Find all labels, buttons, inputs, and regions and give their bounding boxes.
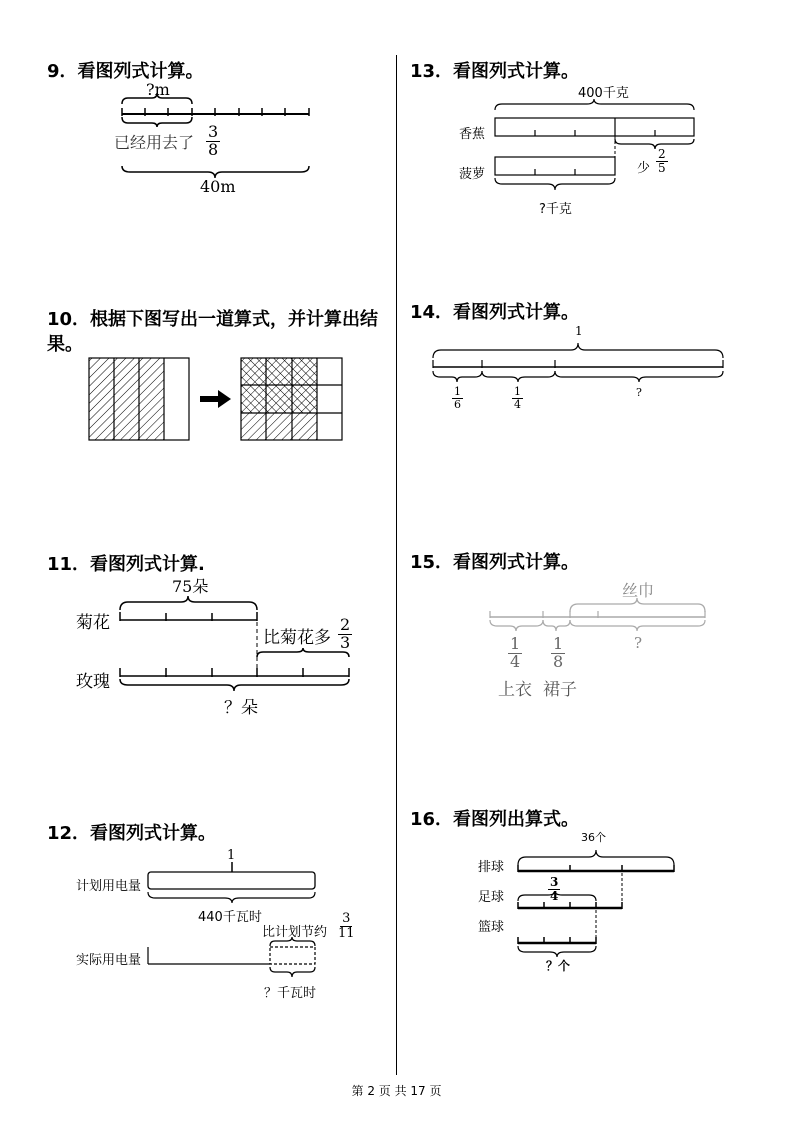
q14-fraction-1: [452, 386, 463, 410]
q13-top-label: 400千克: [578, 86, 629, 101]
q12-frac-num: 3: [342, 911, 351, 926]
q9-frac-den: 8: [208, 139, 219, 159]
q12-title: 12．看图列式计算。: [47, 823, 217, 844]
q9-used-label: 已经用去了: [114, 133, 195, 152]
q12-fraction: [338, 912, 355, 940]
q16-row2-label: 足球: [478, 890, 505, 905]
q15-label-2: 裙子: [543, 680, 577, 700]
q11-compare-label: 比菊花多: [263, 628, 331, 648]
q12-row1-label: 计划用电量: [76, 879, 142, 894]
q13-title: 13．看图列式计算。: [410, 61, 580, 82]
q15-f2-den: 8: [553, 651, 564, 671]
q15-f1-den: 4: [510, 651, 521, 671]
q16-fraction: [548, 876, 560, 902]
q14-f1-den: 6: [454, 397, 461, 411]
q16-frac-den: 4: [550, 888, 559, 903]
q9-title: 9．看图列式计算。: [47, 61, 204, 82]
q12-compare-label: 比计划节约: [262, 925, 328, 940]
q15-fraction-2: [551, 636, 565, 671]
q10-title: 10．根据下图写出一道算式，并计算出结果。: [47, 309, 379, 355]
q15-title: 15．看图列式计算。: [410, 552, 580, 573]
q11-title: 11．看图列式计算.: [47, 554, 205, 575]
q16-bottom-label: ？个: [546, 959, 571, 973]
q13-frac-den: 5: [658, 160, 666, 175]
q11-top-label: 75朵: [172, 577, 209, 596]
q16-row1-label: 排球: [478, 860, 505, 875]
q14-f2-den: 4: [514, 397, 521, 411]
q12-top-label: 1: [227, 848, 236, 863]
q11-bottom-label: ？朵: [224, 698, 258, 718]
q15-top-label: 丝巾: [622, 581, 655, 600]
q16-title: 16．看图列出算式。: [410, 809, 580, 830]
q16-frac-num: 3: [550, 875, 559, 889]
q13-frac-num: 2: [658, 147, 666, 161]
q11-frac-den: 3: [340, 632, 351, 652]
q15-f1-num: 1: [510, 634, 521, 653]
q11-fraction: [338, 617, 352, 652]
q13-row1-label: 香蕉: [459, 127, 486, 142]
q14-title: 14．看图列式计算。: [410, 302, 580, 323]
q16-row3-label: 篮球: [478, 920, 505, 935]
q11-frac-num: 2: [340, 615, 351, 634]
q14-f2-num: 1: [514, 385, 521, 398]
q12-frac-den: 11: [338, 925, 355, 941]
q9-total-label: 40m: [200, 177, 236, 196]
q12-row2-label: 实际用电量: [76, 953, 142, 968]
q14-f1-num: 1: [454, 385, 461, 398]
q15-label-1: 上衣: [498, 680, 532, 700]
q13-fraction: [656, 148, 668, 174]
q9-frac-num: 3: [208, 122, 219, 141]
q11-row1-label: 菊花: [76, 613, 110, 633]
q9-fraction: [206, 124, 220, 159]
q13-row2-label: 菠萝: [459, 167, 486, 182]
column-divider: [396, 55, 397, 1075]
q14-question-mark: ?: [636, 386, 642, 399]
q9-top-label: ?m: [146, 80, 170, 99]
q15-fraction-1: [508, 636, 522, 671]
page-footer: 第 2 页 共 17 页: [351, 1084, 442, 1098]
q12-mid-label: 440千瓦时: [198, 910, 262, 925]
q14-fraction-2: [512, 386, 523, 410]
q15-question-mark: ?: [634, 634, 643, 652]
q12-bottom-label: ？千瓦时: [264, 986, 317, 1001]
q11-row2-label: 玫瑰: [76, 672, 110, 692]
q14-top-label: 1: [575, 324, 583, 338]
q15-f2-num: 1: [553, 634, 564, 653]
q16-top-label: 36个: [581, 831, 606, 844]
q13-less-label: 少: [637, 161, 651, 176]
q13-bottom-label: ?千克: [539, 202, 572, 217]
